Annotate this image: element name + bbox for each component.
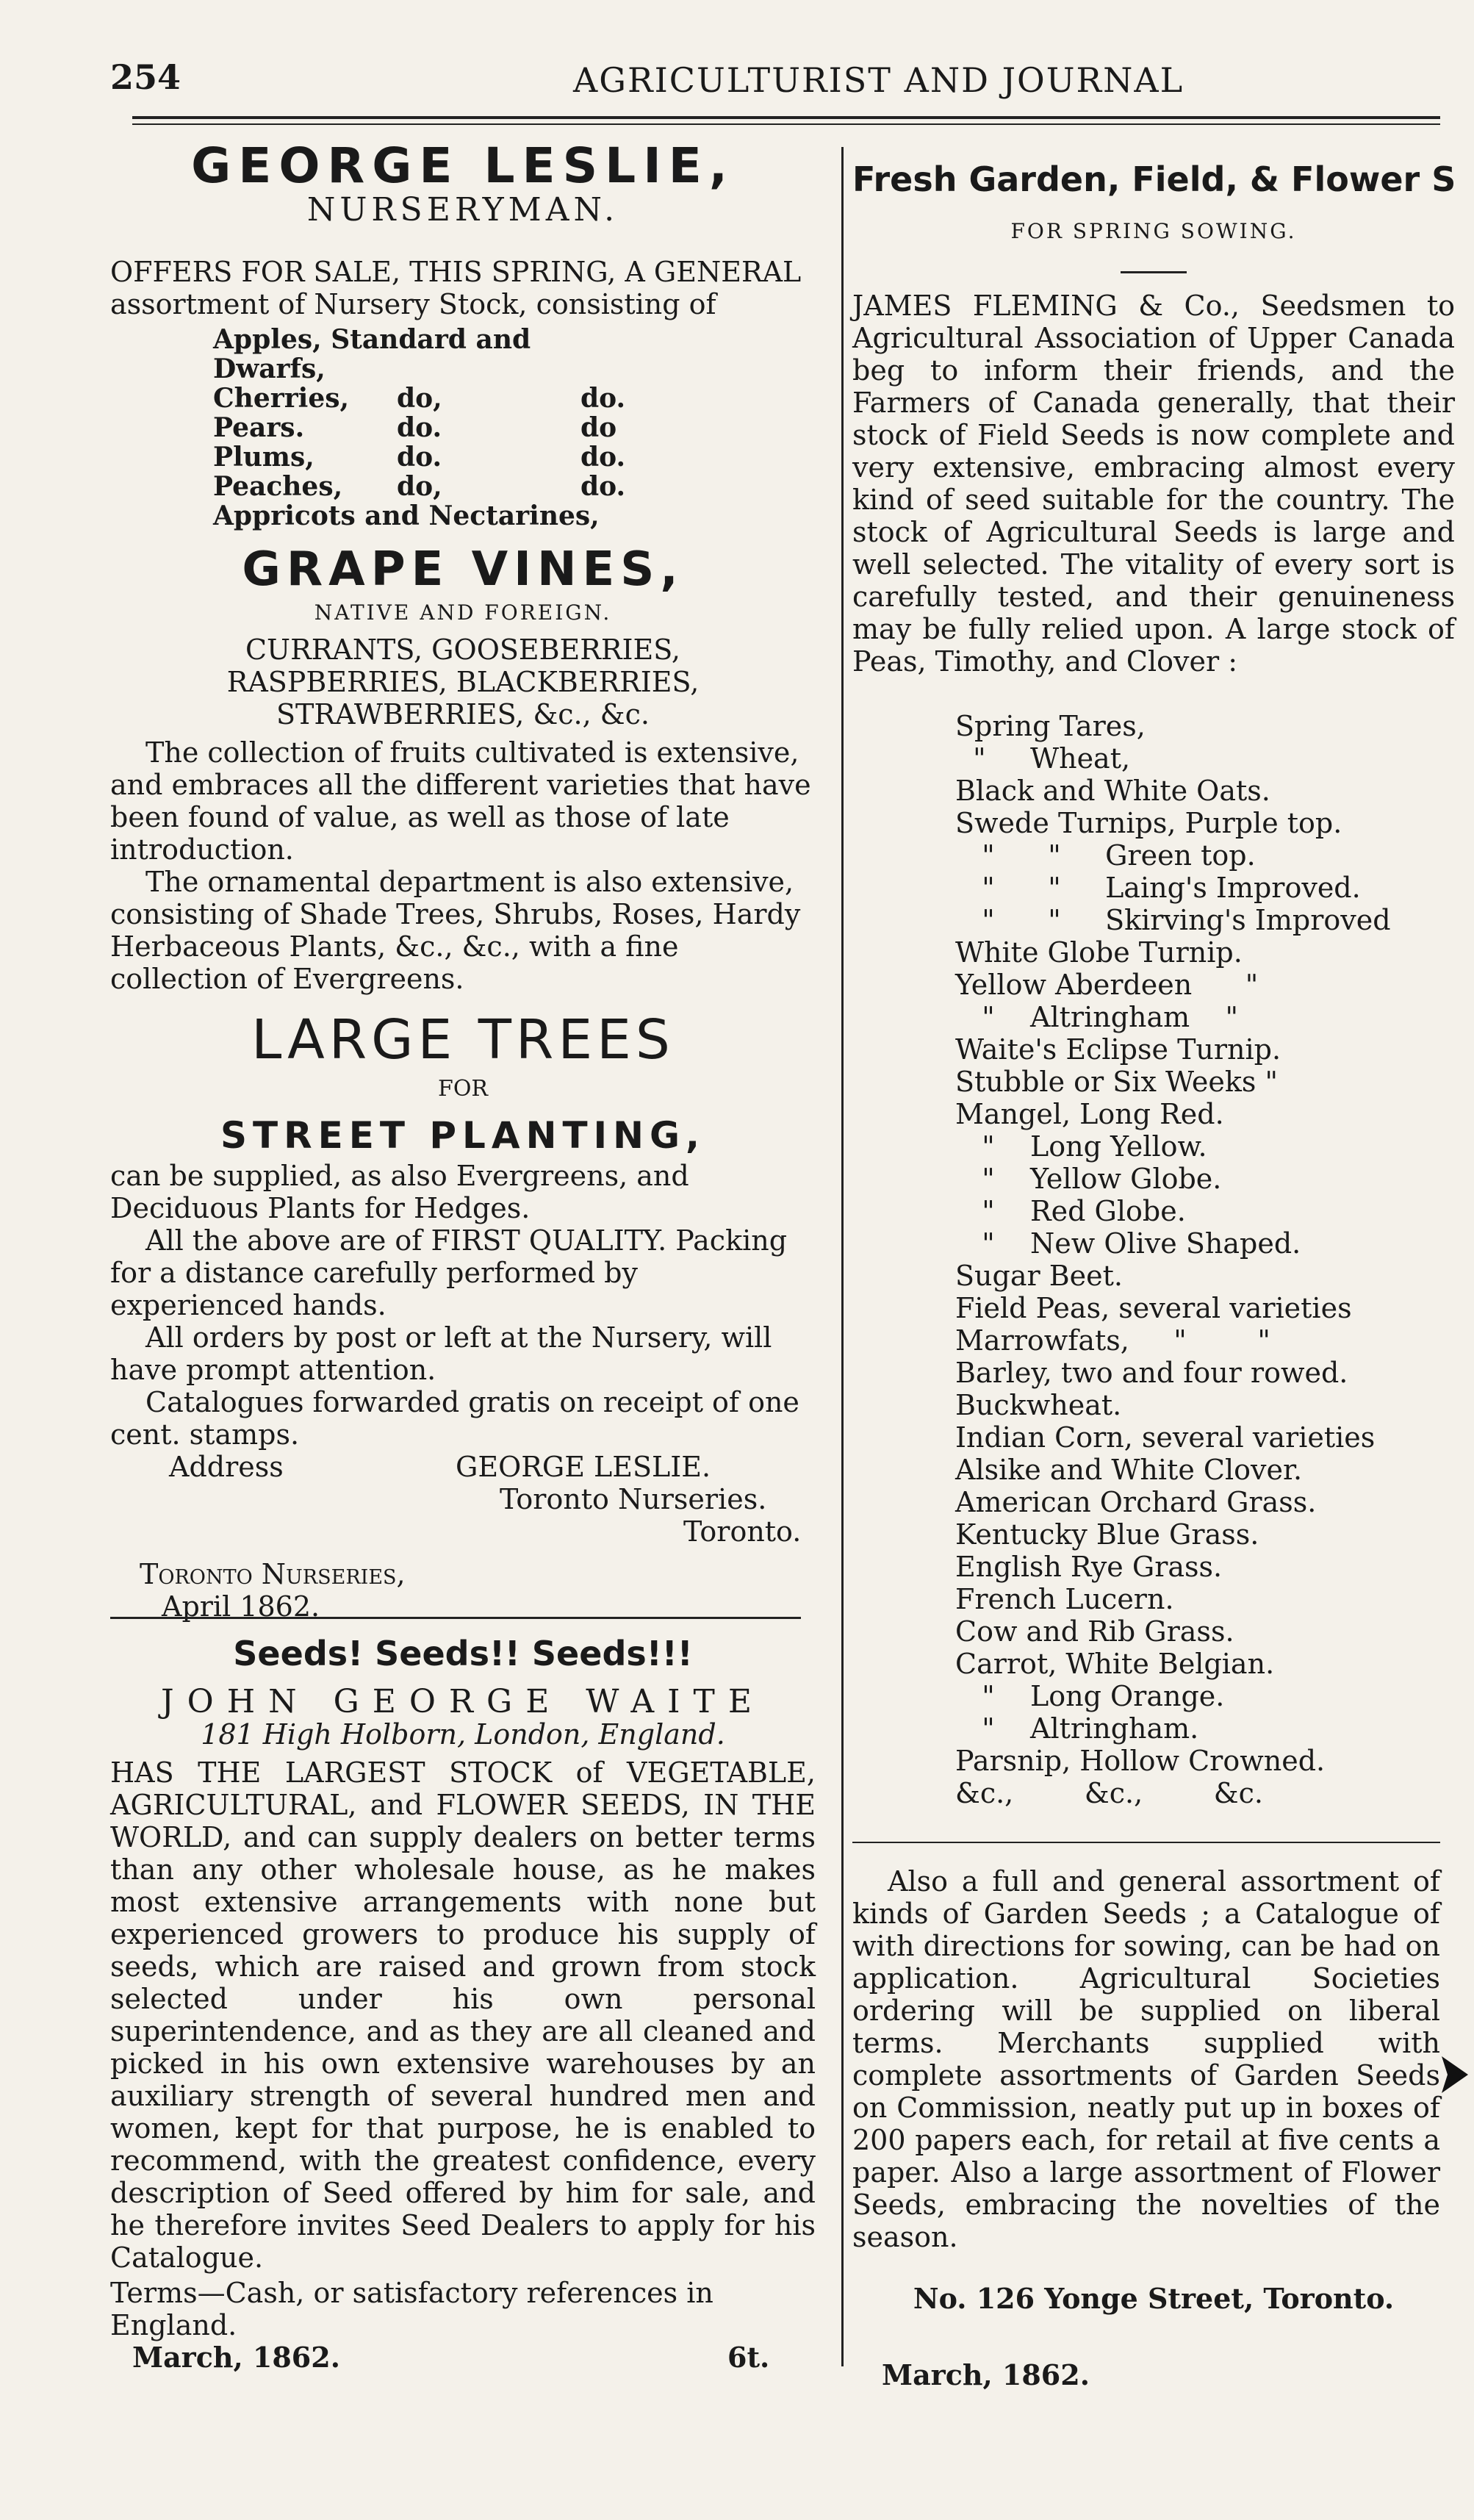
fleming-date: March, 1862. — [882, 2358, 1090, 2391]
waite-advert — [110, 1631, 816, 2375]
seed-item: Marrowfats, " " — [955, 1324, 1270, 1357]
street-planting-heading: STREET PLANTING, — [220, 1114, 706, 1157]
leslie-intro: OFFERS FOR SALE, THIS SPRING, A GENERAL assortment of Nursery Stock, consisting of — [110, 256, 802, 320]
fleming-seed-list — [955, 710, 1455, 1809]
seed-item: Barley, two and four rowed. — [955, 1357, 1348, 1389]
waite-footer — [110, 2341, 816, 2375]
waite-mark: 6t. — [727, 2341, 770, 2374]
large-trees-heading: LARGE TREES — [251, 1008, 675, 1071]
seed-item: Yellow Aberdeen " — [955, 969, 1259, 1001]
address-name: GEORGE LESLIE. — [456, 1451, 711, 1483]
seed-item: " Altringham. — [955, 1712, 1199, 1745]
leslie-advert — [110, 138, 816, 1623]
leslie-address-block — [110, 1451, 816, 1554]
sign-date: April 1862. — [162, 1590, 320, 1623]
supplied-para: can be supplied, as also Evergreens, and Deciduous Plants for Hedges. — [110, 1160, 689, 1224]
seed-item: Sugar Beet. — [955, 1260, 1123, 1292]
stock-row: Cherries, do, do. — [213, 383, 626, 414]
sign-place: Toronto Nurseries, — [140, 1558, 406, 1590]
fleming-divider — [852, 1842, 1440, 1843]
seed-item: " Long Yellow. — [955, 1130, 1207, 1163]
waite-body: HAS THE LARGEST STOCK of VEGETABLE, AGRICULTURAL, and FLOWER SEEDS, IN THE WORLD, and can supply dealers on better terms than any other wholesale house, as he makes most extensive arrangements with none but experienced growers to produce his supply of seeds, which are raised and grown from stock selected under his own personal superintendence, and as they are all cleaned and picked in his own extensive warehouses by an auxiliary strength of several hundred men and women, kept for that purpose, he is enabled to recommend, with the greatest confidence, every description of Seed offered by him for sale, and he therefore invites Seed Dealers to apply for his Catalogue. — [110, 1756, 816, 2274]
catalogues-para: Catalogues forwarded gratis on receipt of one cent. stamps. — [110, 1386, 799, 1451]
header-rule-bottom — [132, 123, 1440, 125]
ornamental-para: The ornamental department is also extensive, consisting of Shade Trees, Shrubs, Roses, Hardy Herbaceous Plants, &c., &c., with a fine collection of Evergreens. — [110, 866, 801, 995]
leslie-role: NURSERYMAN. — [306, 191, 619, 229]
leslie-name: GEORGE LESLIE, — [191, 137, 735, 194]
seed-item: Indian Corn, several varieties — [955, 1421, 1376, 1454]
seed-item: &c., &c., &c. — [955, 1777, 1263, 1809]
seed-item: English Rye Grass. — [955, 1551, 1223, 1583]
stock-row: Peaches, do, do. — [213, 471, 626, 502]
fleming-advert — [852, 158, 1455, 2391]
grape-sub: NATIVE AND FOREIGN. — [314, 600, 612, 625]
seed-item: " Yellow Globe. — [955, 1163, 1222, 1195]
seed-item: Field Peas, several varieties — [955, 1292, 1352, 1324]
seed-item: American Orchard Grass. — [955, 1486, 1317, 1518]
fleming-also — [852, 1865, 1455, 2253]
seed-item: Alsike and White Clover. — [955, 1454, 1303, 1486]
seed-item: " Red Globe. — [955, 1195, 1186, 1227]
leslie-stock-list — [213, 325, 816, 531]
fleming-heading: Fresh Garden, Field, & Flower S — [852, 159, 1456, 199]
seed-item: " " Green top. — [955, 839, 1256, 872]
collection-para: The collection of fruits cultivated is extensive, and embraces all the different varieties that have been found of value, as well as those of late introduction. — [110, 736, 811, 866]
running-title: AGRICULTURIST AND JOURNAL — [573, 60, 1184, 100]
seed-item: " Long Orange. — [955, 1680, 1225, 1712]
seed-item: White Globe Turnip. — [955, 936, 1243, 969]
address-line-2: Toronto. — [683, 1515, 802, 1548]
seed-item: Stubble or Six Weeks " — [955, 1066, 1278, 1098]
pointing-hand-icon — [1439, 2049, 1471, 2100]
waite-name: JOHN GEORGE WAITE — [161, 1683, 765, 1720]
berries: CURRANTS, GOOSEBERRIES, RASPBERRIES, BLACKBERRIES, STRAWBERRIES, &c., &c. — [226, 633, 700, 730]
seed-item: " Wheat, — [955, 742, 1131, 775]
seed-item: Mangel, Long Red. — [955, 1098, 1224, 1130]
waite-terms: Terms—Cash, or satisfactory references in England. — [110, 2277, 713, 2341]
fleming-also-text: Also a full and general assortment of kinds of Garden Seeds ; a Catalogue of with directions for sowing, can be had on application. Agricultural Societies ordering will be supplied on liberal terms. Merchants supplied with complete assortments of Garden Seeds on Commission, neatly put up in boxes of 200 papers each, for retail at five cents a paper. Also a large assortment of Flower Seeds, embracing the novelties of the season. — [852, 1865, 1440, 2253]
address-label: Address — [169, 1451, 284, 1483]
stock-row: Appricots and Nectarines, — [213, 500, 600, 531]
fleming-address: No. 126 Yonge Street, Toronto. — [913, 2282, 1395, 2315]
header-rule-top — [132, 116, 1440, 119]
seed-item: " Altringham " — [955, 1001, 1238, 1033]
seed-item: Carrot, White Belgian. — [955, 1648, 1275, 1680]
column-divider — [841, 147, 844, 2366]
advert-divider-left — [110, 1617, 801, 1619]
seed-item: " " Laing's Improved. — [955, 872, 1361, 904]
quality-para: All the above are of FIRST QUALITY. Packing for a distance carefully performed by experienced hands. — [110, 1224, 788, 1321]
seed-item: Waite's Eclipse Turnip. — [955, 1033, 1281, 1066]
seeds-heading: Seeds! Seeds!! Seeds!!! — [233, 1634, 693, 1673]
seed-item: Kentucky Blue Grass. — [955, 1518, 1259, 1551]
seed-item: Buckwheat. — [955, 1389, 1122, 1421]
waite-address: 181 High Holborn, London, England. — [201, 1718, 725, 1751]
fleming-sub: FOR SPRING SOWING. — [1010, 219, 1297, 243]
fleming-intro: JAMES FLEMING & Co., Seedsmen to Agricultural Association of Upper Canada beg to inform their friends, and the Farmers of Canada generally, that their stock of Field Seeds is now complete and very extensive, embracing almost every kind of seed suitable for the country. The stock of Agricultural Seeds is large and well selected. The vitality of every sort is carefully tested, and their genuineness may be fully relied upon. A large stock of Peas, Timothy, and Clover : — [852, 290, 1455, 678]
stock-row: Pears. do. do — [213, 412, 617, 443]
seed-item: " New Olive Shaped. — [955, 1227, 1301, 1260]
seed-item: Black and White Oats. — [955, 775, 1270, 807]
for-label: FOR — [438, 1076, 488, 1102]
seed-item: Cow and Rib Grass. — [955, 1615, 1234, 1648]
seed-item: Parsnip, Hollow Crowned. — [955, 1745, 1326, 1777]
address-line-1: Toronto Nurseries. — [500, 1483, 767, 1515]
waite-date: March, 1862. — [132, 2341, 340, 2374]
fleming-short-rule — [1121, 271, 1187, 273]
stock-row: Apples, Standard and Dwarfs, — [213, 324, 531, 384]
page-number: 254 — [110, 57, 181, 97]
orders-para: All orders by post or left at the Nursery, will have prompt attention. — [110, 1321, 772, 1386]
stock-row: Plums, do. do. — [213, 442, 626, 473]
grape-heading: GRAPE VINES, — [242, 542, 684, 597]
seed-item: French Lucern. — [955, 1583, 1174, 1615]
seed-item: " " Skirving's Improved — [955, 904, 1391, 936]
seed-item: Spring Tares, — [955, 710, 1146, 742]
seed-item: Swede Turnips, Purple top. — [955, 807, 1342, 839]
